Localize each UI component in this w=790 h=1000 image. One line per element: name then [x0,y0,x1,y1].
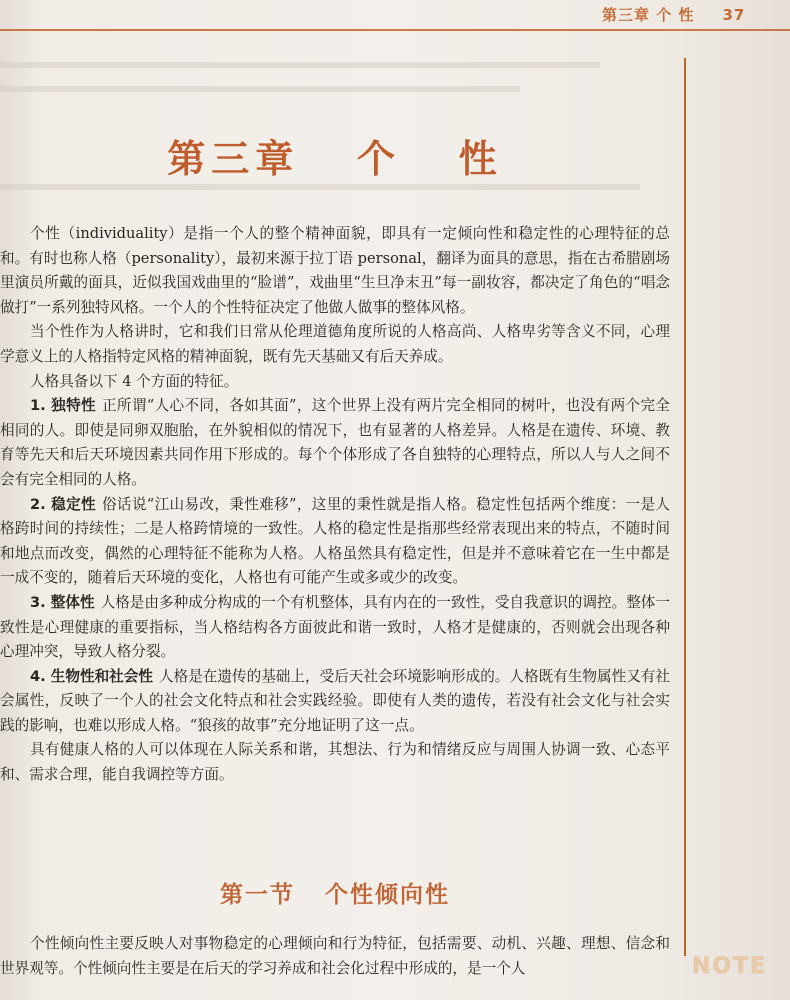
paragraph-text: 人格是由多种成分构成的一个有机整体，具有内在的一致性，受自我意识的调控。整体一致性是心理健康的重要指标，当人格结构各方面彼此和谐一致时，人格才是健康的，否则就会出现各种心理冲突，导致人格分裂。 [0,593,670,661]
trait-heading: 2. 稳定性 [30,495,96,513]
chapter-body [0,222,670,788]
running-title: 第三章 个 性 [602,6,695,24]
trait-paragraph [0,493,670,591]
section-title: 第一节 个性倾向性 [219,882,451,908]
margin-rule [684,58,686,956]
paragraph-text: 俗话说“江山易改，秉性难移”，这里的秉性就是指人格。稳定性包括两个维度：一是人格跨时间的持续性；二是人格跨情境的一致性。人格的稳定性是指那些经常表现出来的特点，不随时间和地点而改变，偶然的心理特征不能称为人格。人格虽然具有稳定性，但是并不意味着它在一生中都是一成不变的，随着后天环境的变化，人格也有可能产生或多或少的改变。 [0,495,670,587]
paragraph [0,370,670,395]
paragraph-text: 人格是在遗传的基础上，受后天社会环境影响形成的。人格既有生物属性又有社会属性，反映了一个人的社会文化特点和社会实践经验。即使有人类的遗传，若没有社会文化与社会实践的影响，也难以形成人格。“狼孩的故事”充分地证明了这一点。 [0,667,670,734]
trait-paragraph [0,394,670,492]
trait-heading: 4. 生物性和社会性 [30,667,153,685]
section-body [0,932,670,981]
note-margin-label: NOTE [692,954,768,979]
bleed-through-line [0,62,600,68]
header-rule [0,29,790,31]
paragraph-text: 个性倾向性主要反映人对事物稳定的心理倾向和行为特征，包括需要、动机、兴趣、理想、信念和世界观等。个性倾向性主要是在后天的学习养成和社会化过程中形成的，是一个人 [0,935,670,977]
trait-paragraph [0,665,670,739]
bleed-through-line [0,184,640,190]
trait-heading: 3. 整体性 [30,593,95,611]
chapter-title: 第三章 个 性 [167,137,503,181]
paragraph-text: 当个性作为人格讲时，它和我们日常从伦理道德角度所说的人格高尚、人格卑劣等含义不同，心理学意义上的人格指特定风格的精神面貌，既有先天基础又有后天养成。 [0,323,670,365]
paragraph-text: 具有健康人格的人可以体现在人际关系和谐，其想法、行为和情绪反应与周围人协调一致、心态平和、需求合理，能自我调控等方面。 [0,741,670,784]
paragraph [0,738,670,787]
paragraph [0,222,670,320]
paragraph-text: 人格具备以下 4 个方面的特征。 [30,372,239,390]
paragraph [0,932,670,981]
trait-paragraph [0,591,670,665]
paragraph-text: 个性（individuality）是指一个人的整个精神面貌，即具有一定倾向性和稳定性的心理特征的总和。有时也称人格（personality），最初来源于拉丁语 personal，翻译为面具的意思，指在古希腊剧场里演员所戴的面具，近似我国戏曲里的“脸谱”，戏曲里“生旦净末丑”每一副妆容，都决定了角色的“唱念做打”一系列独特风格。一个人的个性特征决定了他做人做事的整体风格。 [0,225,670,316]
page-number: 37 [722,6,746,24]
bleed-through-line [0,86,520,92]
paragraph [0,320,670,369]
trait-heading: 1. 独特性 [30,397,96,415]
paragraph-text: 正所谓“人心不同，各如其面”，这个世界上没有两片完全相同的树叶，也没有两个完全相同的人。即使是同卵双胞胎，在外貌相似的情况下，也有显著的人格差异。人格是在遗传、环境、教育等先天和后天环境因素共同作用下形成的。每个个体形成了各自独特的心理特点，所以人与人之间不会有完全相同的人格。 [0,397,670,488]
running-head [602,4,745,25]
